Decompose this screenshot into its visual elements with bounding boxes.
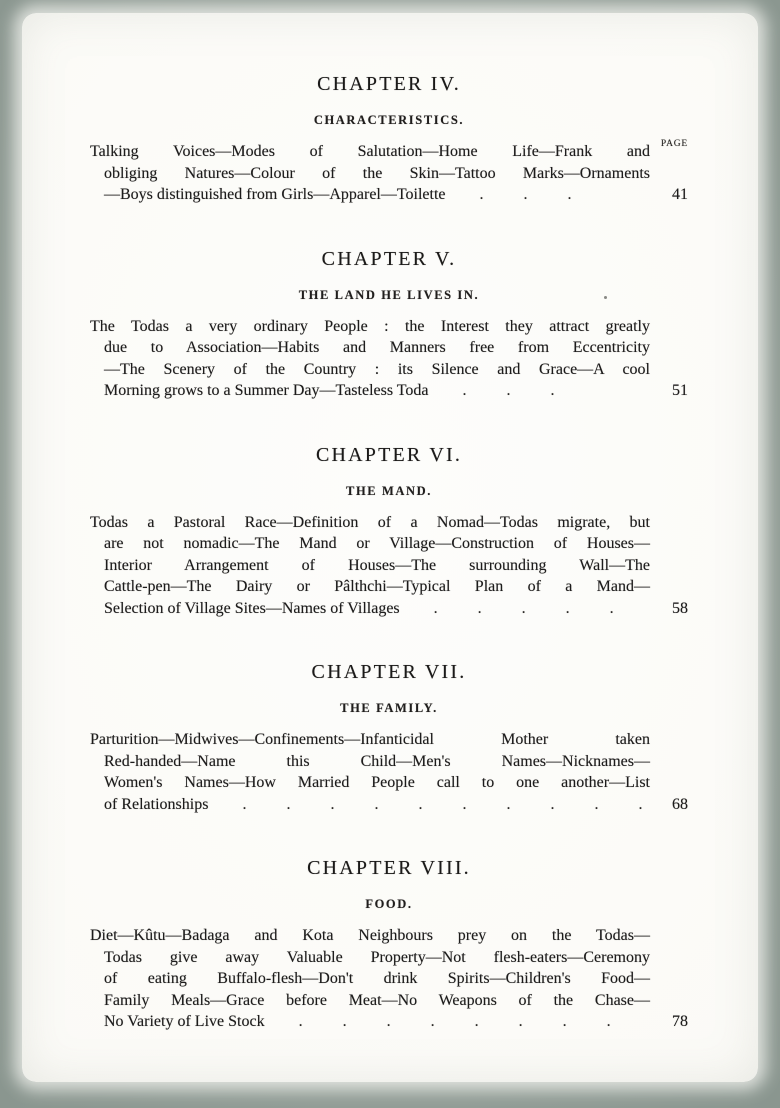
chapter-summary	[90, 925, 688, 1033]
chapter-summary	[90, 512, 688, 620]
dot-leaders: . . .	[462, 382, 555, 399]
chapter-title: CHAPTER VI.	[315, 443, 463, 466]
entry-line: Cattle-pen—The Dairy or Pâlthchi—Typical Plan of a Mand—	[104, 578, 650, 595]
chapter-summary	[90, 729, 688, 815]
chapter-subtitle: THE MAND.	[346, 483, 432, 498]
chapter-section	[90, 857, 688, 1033]
entry-line: —The Scenery of the Country : its Silence and Grace—A cool	[104, 360, 650, 378]
dot-leaders: . . . . . . . . . .	[242, 795, 643, 813]
entry-line: due to Association—Habits and Manners free from Eccentricity	[104, 339, 650, 356]
chapter-section	[90, 73, 688, 206]
entry-line: —Boys distinguished from Girls—Apparel—Toilette . . .	[104, 186, 572, 203]
entry-line: of Relationships . . . . . . . . . .	[104, 795, 643, 813]
page-content	[22, 13, 758, 1082]
chapter-section	[90, 248, 688, 402]
chapter-page-number: 41	[672, 186, 688, 203]
chapter-section	[90, 444, 688, 620]
entry-line: Selection of Village Sites—Names of Villages . . . . .	[104, 599, 614, 617]
entry-line: Parturition—Midwives—Confinements—Infanticidal Mother taken	[90, 731, 650, 748]
chapter-subtitle: CHARACTERISTICS.	[313, 113, 465, 127]
chapter-page-number: 58	[672, 599, 688, 617]
entry-line: Todas give away Valuable Property—Not flesh-eaters—Ceremony	[104, 948, 650, 966]
dot-leaders: . . . . .	[433, 599, 614, 617]
dot-leaders: . . . . . . . .	[298, 1013, 611, 1030]
chapter-subtitle: THE FAMILY.	[340, 701, 438, 715]
entry-line: Diet—Kûtu—Badaga and Kota Neighbours prey on the Todas—	[90, 927, 650, 944]
scan-speck	[604, 296, 607, 299]
chapter-title: CHAPTER VIII.	[307, 857, 471, 879]
entry-line: of eating Buffalo-flesh—Don't drink Spirits—Children's Food—	[104, 970, 650, 987]
chapter-page-number: 78	[672, 1013, 688, 1030]
chapter-title: CHAPTER VII.	[311, 661, 467, 683]
entry-line: Red-handed—Name this Child—Men's Names—Nicknames—	[104, 752, 650, 770]
entry-line: obliging Natures—Colour of the Skin—Tattoo Marks—Ornaments	[104, 164, 650, 182]
entry-line: Morning grows to a Summer Day—Tasteless Toda . . .	[104, 382, 555, 399]
chapter-summary	[90, 141, 688, 206]
entry-line: Todas a Pastoral Race—Definition of a Nomad—Todas migrate, but	[90, 513, 650, 531]
chapter-subtitle: THE LAND HE LIVES IN.	[298, 287, 480, 302]
chapter-page-number: 51	[672, 382, 688, 399]
entry-line: Talking Voices—Modes of Salutation—Home Life—Frank and	[90, 143, 650, 160]
entry-line: Family Meals—Grace before Meat—No Weapons of the Chase—	[104, 991, 650, 1009]
table-of-contents	[90, 73, 688, 1033]
chapter-title: CHAPTER V.	[321, 247, 457, 270]
chapter-title: CHAPTER IV.	[317, 73, 461, 95]
entry-line: The Todas a very ordinary People : the Interest they attract greatly	[90, 317, 650, 335]
chapter-summary	[90, 316, 688, 402]
chapter-section	[90, 661, 688, 815]
paper-sheet	[22, 13, 758, 1082]
entry-line: No Variety of Live Stock . . . . . . . .	[104, 1013, 611, 1030]
entry-line: Interior Arrangement of Houses—The surrounding Wall—The	[104, 556, 650, 574]
chapter-page-number: 68	[672, 795, 688, 813]
dot-leaders: . . .	[479, 186, 572, 203]
entry-line: are not nomadic—The Mand or Village—Construction of Houses—	[104, 535, 650, 552]
page-column-label: PAGE	[660, 139, 688, 149]
entry-line: Women's Names—How Married People call to one another—List	[104, 774, 650, 791]
chapter-subtitle: FOOD.	[365, 897, 413, 911]
